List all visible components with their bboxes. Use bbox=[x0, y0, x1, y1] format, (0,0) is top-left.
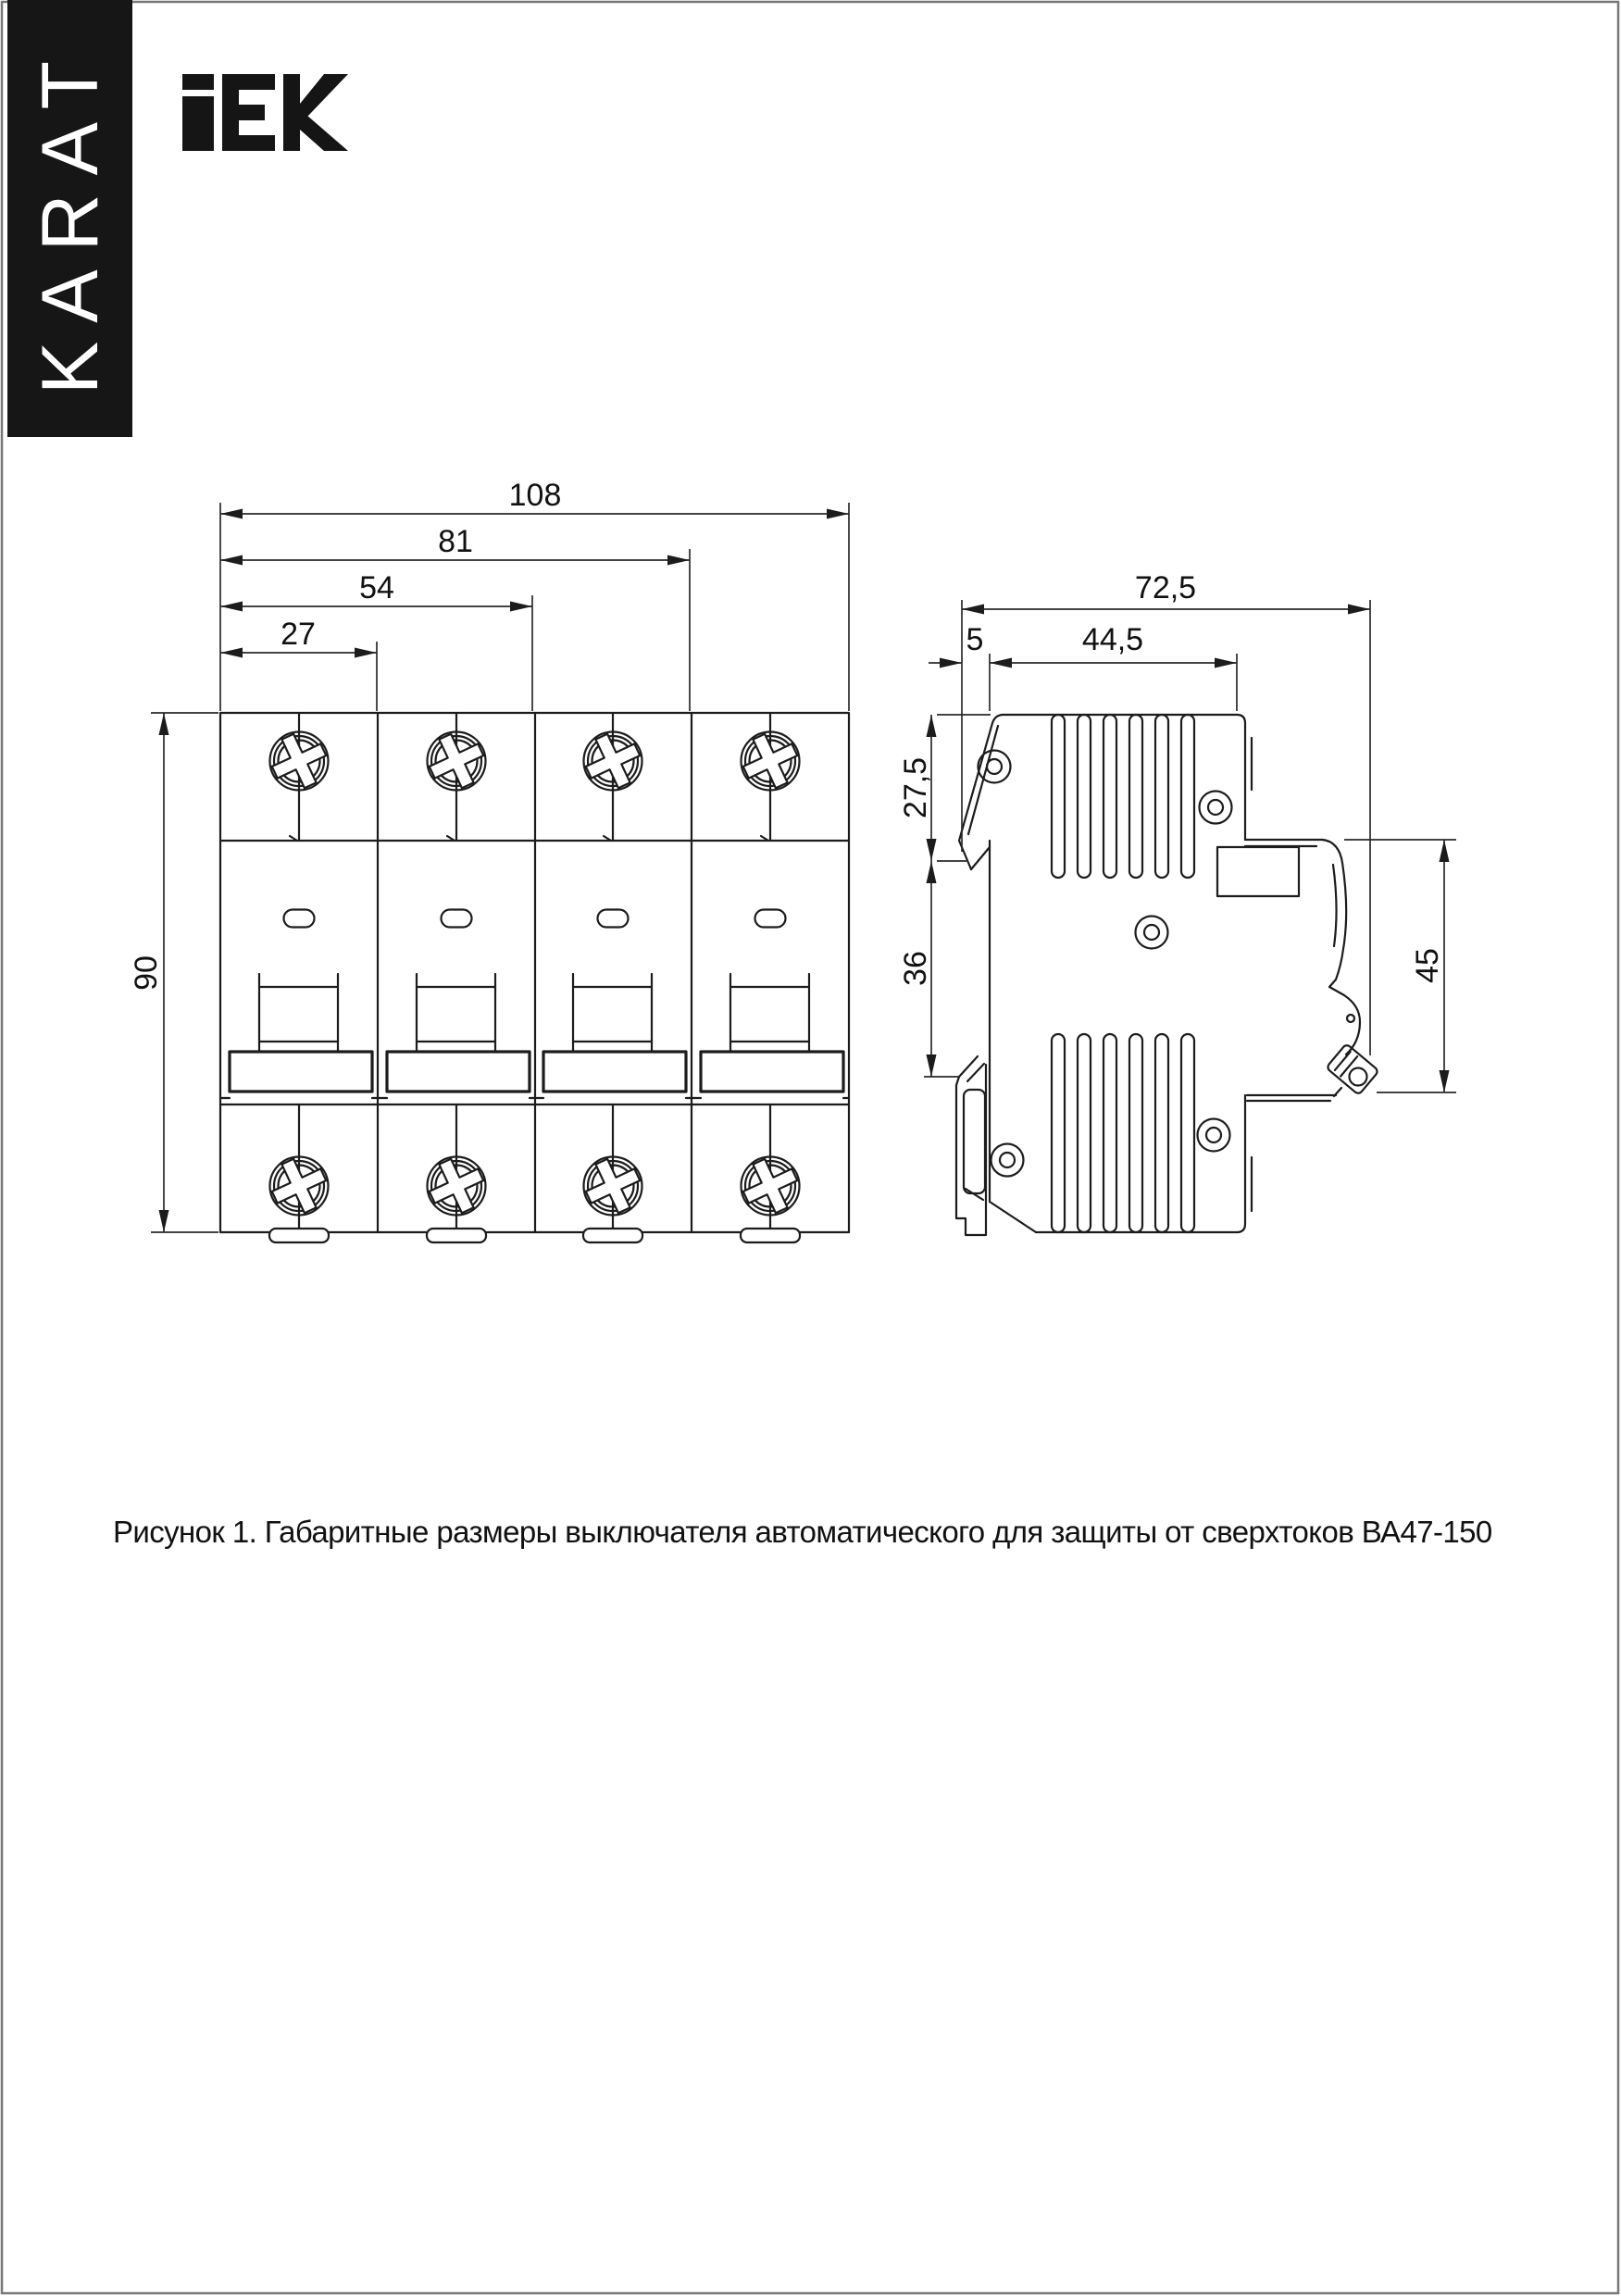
pole-4 bbox=[701, 713, 843, 1242]
front-view-dimensions bbox=[129, 478, 849, 1232]
vent-slots-bottom bbox=[1052, 1034, 1194, 1232]
dim-label-108: 108 bbox=[508, 478, 562, 513]
dim-label-45: 45 bbox=[1410, 948, 1445, 983]
dim-label-54: 54 bbox=[359, 570, 394, 605]
side-view-drawing bbox=[956, 715, 1379, 1235]
dim-label-5: 5 bbox=[966, 622, 984, 657]
dim-label-72-5: 72,5 bbox=[1134, 570, 1197, 605]
dim-label-90: 90 bbox=[129, 955, 164, 991]
karat-label: KARAT bbox=[26, 42, 115, 395]
dim-label-44-5: 44,5 bbox=[1081, 622, 1144, 657]
pole-1 bbox=[230, 713, 372, 1242]
vent-slots-top bbox=[1052, 715, 1194, 878]
front-view-drawing bbox=[220, 713, 849, 1242]
dim-label-36: 36 bbox=[898, 951, 933, 986]
dim-label-27-5: 27,5 bbox=[898, 756, 933, 819]
dim-label-27: 27 bbox=[281, 617, 316, 652]
din-clip bbox=[956, 1056, 986, 1235]
figure-caption: Рисунок 1. Габаритные размеры выключателя автоматического для защиты от сверхтоков ВА47-150 bbox=[113, 1515, 1492, 1549]
pole-3 bbox=[543, 713, 686, 1242]
karat-banner bbox=[7, 0, 132, 437]
din-latch bbox=[1326, 1015, 1378, 1095]
side-view-dimensions bbox=[898, 570, 1456, 1092]
page-border bbox=[2, 2, 1618, 2293]
iek-logo bbox=[182, 74, 348, 151]
dim-label-81: 81 bbox=[438, 524, 473, 559]
pole-2 bbox=[387, 713, 530, 1242]
